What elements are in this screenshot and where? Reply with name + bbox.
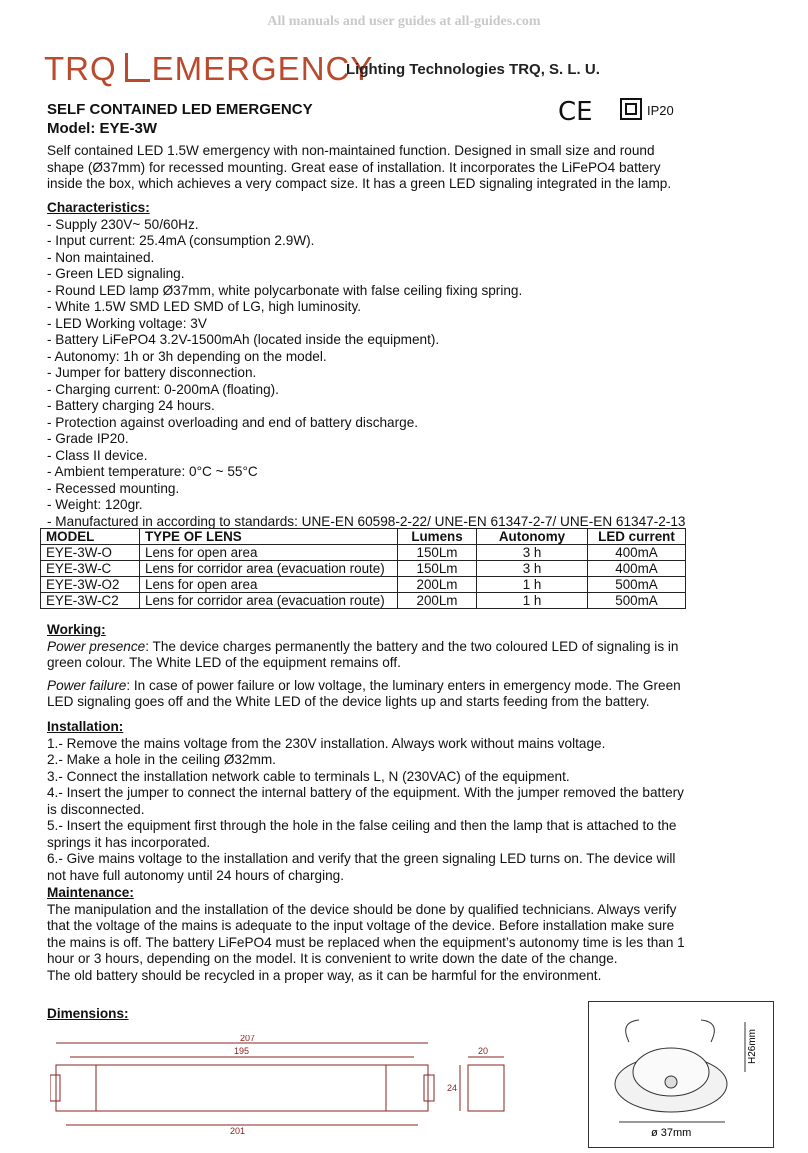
step-line: 3.- Connect the installation network cable to terminals L, N (230VAC) of the equipment. [47,768,570,784]
maintenance-line: hour or 3 hours, depending on the model. It is convenient to write down the date of the change. [47,951,618,966]
list-item: - Grade IP20. [47,431,129,446]
table-cell: 200Lm [398,577,477,593]
step-line: 2.- Make a hole in the ceiling Ø32mm. [47,752,276,767]
table-cell: Lens for corridor area (evacuation route) [140,561,398,577]
table-cell: 150Lm [398,545,477,561]
list-item: - Battery LiFePO4 3.2V-1500mAh (located inside the equipment). [47,332,440,347]
maintenance-line: the mains is off. The battery LiFePO4 must be replaced when the equipment’s autonomy time is les than 1 [47,934,685,950]
list-item: - Class II device. [47,447,148,463]
ce-mark-icon: CE [558,97,593,127]
list-item: - Battery charging 24 hours. [47,398,215,413]
list-item: - Autonomy: 1h or 3h depending on the model. [47,348,327,364]
dim-195: 195 [234,1046,250,1056]
maintenance-section [47,885,702,984]
working-section [47,622,702,711]
col-header: TYPE OF LENS [140,529,398,545]
list-item: - Ambient temperature: 0°C ~ 55°C [47,464,258,479]
table-cell: 500mA [588,577,686,593]
table-cell: Lens for open area [140,577,398,593]
list-item: - Input current: 25.4mA (consumption 2.9W). [47,233,315,248]
list-item: - Weight: 120gr. [47,497,143,512]
step-line: 1.- Remove the mains voltage from the 230V installation. Always work without mains voltage. [47,735,606,751]
diameter-label: ø 37mm [651,1127,692,1139]
installation-section [47,719,702,884]
brand-logo: TRQ EMERGENCY [44,50,374,87]
step-line: 4.- Insert the jumper to connect the internal battery of the equipment. With the jumper removed the battery [47,785,684,800]
text: : The device charges permanently the battery and the two coloured LED of signaling is in [145,638,679,654]
maintenance-heading: Maintenance: [47,885,134,900]
table-cell: 1 h [477,593,588,609]
table-cell: EYE-3W-C2 [41,593,140,609]
company-name: Lighting Technologies TRQ, S. L. U. [346,61,600,78]
dimension-drawing [50,1035,550,1135]
intro-line: inside the box, which achieves a very compact size. It has a green LED signaling integrated in the lamp. [47,176,672,191]
table-row [41,561,686,577]
table-cell: 200Lm [398,593,477,609]
intro-line: shape (Ø37mm) for recessed mounting. Great ease of installation. It incorporates the LiFePO4 battery [47,159,661,175]
model-table [40,528,686,609]
col-header: MODEL [41,529,140,545]
working-line: green colour. The White LED of the equipment remains off. [47,655,401,670]
table-cell: 400mA [588,561,686,577]
table-cell: 500mA [588,593,686,609]
table-row [41,593,686,609]
maintenance-line: that the voltage of the mains is adequate to the input voltage of the device. Before installation make sure [47,918,675,933]
working-line: LED signaling goes off and the White LED of the device lights up and starts feeding from the battery. [47,694,650,709]
product-photo [588,1001,774,1148]
list-item: - LED Working voltage: 3V [47,315,207,331]
watermark: All manuals and user guides at all-guides.com [267,14,541,29]
col-header: Lumens [398,529,477,545]
text: : In case of power failure or low voltage, the luminary enters in emergency mode. The Green [126,677,681,693]
table-cell: 150Lm [398,561,477,577]
intro-line: Self contained LED 1.5W emergency with non-maintained function. Designed in small size and round [47,143,655,158]
height-label: H26mm [747,1028,758,1064]
class-ii-icon [620,98,642,120]
step-line: 6.- Give mains voltage to the installation and verify that the green signaling LED turns on. The device will [47,851,676,866]
characteristics-heading: Characteristics: [47,200,150,215]
list-item: - Charging current: 0-200mA (floating). [47,381,279,397]
table-cell: 3 h [477,561,588,577]
step-line: 5.- Insert the equipment first through the hole in the false ceiling and then the lamp that is attached to the [47,818,677,833]
table-cell: 400mA [588,545,686,561]
table-cell: Lens for open area [140,545,398,561]
product-title: SELF CONTAINED LED EMERGENCY [47,101,313,118]
dim-207: 207 [240,1035,256,1043]
table-cell: Lens for corridor area (evacuation route) [140,593,398,609]
dim-20: 20 [478,1046,489,1056]
characteristics-section [47,200,702,530]
step-line: is disconnected. [47,801,145,817]
list-item: - Supply 230V~ 50/60Hz. [47,216,199,232]
col-header: LED current [588,529,686,545]
list-item: - White 1.5W SMD LED SMD of LG, high luminosity. [47,299,362,314]
list-item: - Recessed mounting. [47,480,180,496]
maintenance-line: The old battery should be recycled in a proper way, as it can be harmful for the environment. [47,967,602,983]
table-cell: EYE-3W-O [41,545,140,561]
working-heading: Working: [47,622,106,637]
step-line: springs it has incorporated. [47,834,211,850]
ip-rating: IP20 [647,103,674,118]
list-item: - Round LED lamp Ø37mm, white polycarbonate with false ceiling fixing spring. [47,282,523,298]
maintenance-line: The manipulation and the installation of the device should be done by qualified technicians. Always verify [47,901,677,917]
term-label: Power presence [47,638,146,654]
list-item: - Protection against overloading and end of battery discharge. [47,414,419,430]
list-item: - Green LED signaling. [47,266,185,281]
list-item: - Jumper for battery disconnection. [47,365,257,380]
table-cell: EYE-3W-O2 [41,577,140,593]
dimensions-heading: Dimensions: [47,1006,129,1021]
intro-paragraph [47,143,702,193]
product-model: Model: EYE-3W [47,120,158,137]
working-line [47,678,702,695]
table-cell: 1 h [477,577,588,593]
list-item: - Manufactured in according to standards: UNE-EN 60598-2-22/ UNE-EN 61347-2-7/ UNE-EN 61347-2-13 [47,513,686,529]
term-label: Power failure [47,677,127,693]
dim-24: 24 [447,1083,458,1093]
table-row [41,577,686,593]
installation-heading: Installation: [47,719,124,734]
table-cell: EYE-3W-C [41,561,140,577]
dim-201: 201 [230,1126,246,1135]
col-header: Autonomy [477,529,588,545]
table-cell: 3 h [477,545,588,561]
table-header-row [41,529,686,545]
table-row [41,545,686,561]
working-line [47,639,702,656]
step-line: not have full autonomy until 24 hours of charging. [47,867,344,883]
list-item: - Non maintained. [47,249,155,265]
